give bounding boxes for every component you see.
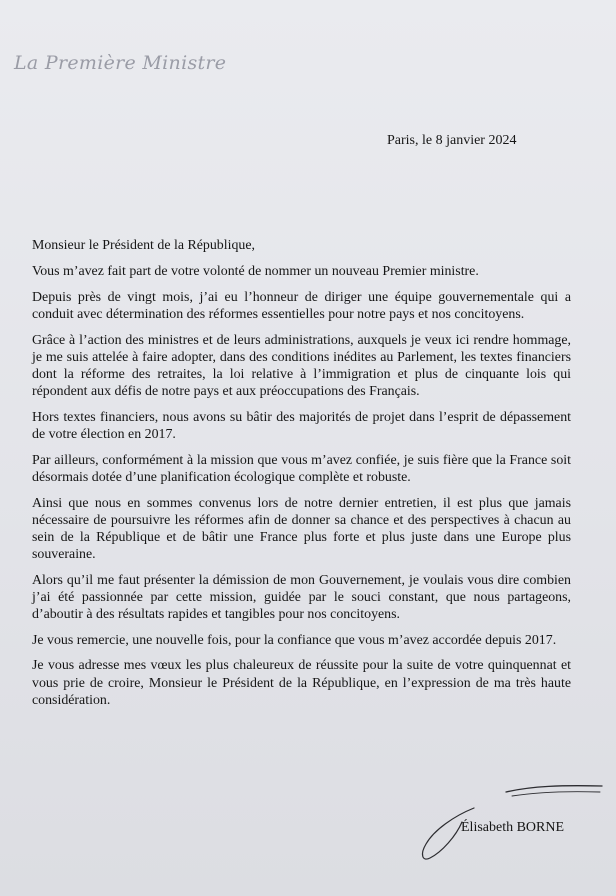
date-line: Paris, le 8 janvier 2024 (387, 133, 517, 148)
paragraph-6: Ainsi que nous en sommes convenus lors de notre dernier entretien, il est plus que jamais nécessaire de poursuivre les réformes afin de donner sa chance et des perspectives à chacun au sein de la République et de bâtir une France plus forte et plus juste dans une Europe plus souveraine. (32, 495, 571, 563)
signer-name: Élisabeth BORNE (461, 820, 565, 835)
paragraph-4: Hors textes financiers, nous avons su bâtir des majorités de projet dans l’esprit de dépassement de votre élection en 2017. (32, 409, 571, 443)
letterhead-title: La Première Ministre (14, 52, 227, 74)
paragraph-1: Vous m’avez fait part de votre volonté de nommer un nouveau Premier ministre. (32, 264, 479, 280)
paragraph-5: Par ailleurs, conformément à la mission que vous m’avez confiée, je suis fière que la France soit désormais dotée d’une planification écologique complète et robuste. (32, 452, 571, 486)
paragraph-8: Je vous remercie, une nouvelle fois, pour la confiance que vous m’avez accordée depuis 2017. (32, 632, 557, 648)
letter-body (32, 237, 571, 718)
paragraph-2: Depuis près de vingt mois, j’ai eu l’honneur de diriger une équipe gouvernementale qui a conduit avec détermination des réformes essentielles pour notre pays et nos concitoyens. (32, 289, 571, 323)
paragraph-3: Grâce à l’action des ministres et de leurs administrations, auxquels je veux ici rendre hommage, je me suis attelée à faire adopter, dans des conditions inédites au Parlement, les textes financiers dont la réforme des retraites, la loi relative à l’immigration et plus de cinquante lois qui répondent aux défis de notre pays et aux préoccupations des Français. (32, 332, 571, 400)
paragraph-7: Alors qu’il me faut présenter la démission de mon Gouvernement, je voulais vous dire combien j’ai été passionnée par cette mission, guidée par le souci constant, que nous partageons, d’aboutir à des résultats rapides et tangibles pour nos concitoyens. (32, 572, 571, 623)
paragraph-9: Je vous adresse mes vœux les plus chaleureux de réussite pour la suite de votre quinquennat et vous prie de croire, Monsieur le Président de la République, en l’expression de ma très haute considération. (32, 658, 571, 709)
salutation: Monsieur le Président de la République, (32, 238, 255, 253)
